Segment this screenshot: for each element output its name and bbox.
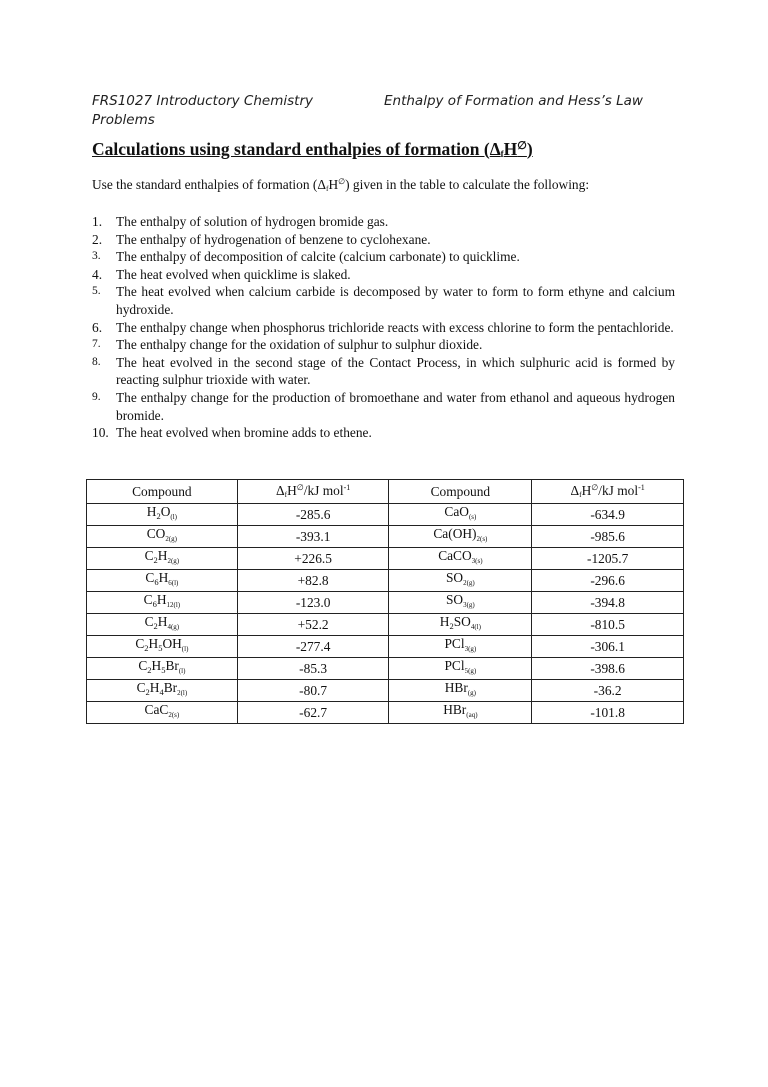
question-number: 2. [92, 231, 103, 247]
table-row [87, 504, 684, 526]
question-text: The enthalpy of solution of hydrogen bromide gas. [116, 214, 389, 229]
column-header-enthalpy: $\Delta_fH^\emptyset/kJ$ mol$^{-1}$ [532, 480, 684, 504]
topic-title: Enthalpy of Formation and Hess’s Law [384, 93, 643, 109]
table-row [87, 526, 684, 548]
instructions-text: Use the standard enthalpies of formation $(\Delta_fH^\emptyset)$ given in the table to calculate the following: [92, 177, 590, 193]
question-number: 4. [92, 266, 103, 282]
enthalpy-value: -1205.7 [532, 548, 684, 570]
compound-formula: $Ca(OH)_{2(s)}$ [389, 526, 532, 548]
compound-formula: CaO$_{(s)}$ [389, 504, 532, 526]
question-list [92, 213, 675, 442]
question-number: 10. [92, 425, 109, 441]
enthalpy-value: -634.9 [532, 504, 684, 526]
enthalpy-value: -985.6 [532, 526, 684, 548]
question-item [92, 266, 675, 284]
compound-formula: $C_2H_{4(g)}$ [87, 614, 238, 636]
question-text: The enthalpy of decomposition of calcite (calcium carbonate) to quicklime. [116, 249, 520, 265]
compound-formula: $C_2H_{2(g)}$ [87, 548, 238, 570]
question-item [92, 389, 675, 424]
compound-formula: $H_2O_{(l)}$ [87, 504, 238, 526]
enthalpy-value: -296.6 [532, 570, 684, 592]
compound-formula: PCl$_{3(g)}$ [389, 636, 532, 658]
compound-formula: $CO_{2(g)}$ [87, 526, 238, 548]
question-item [92, 248, 675, 266]
question-item [92, 424, 675, 442]
table-row [87, 680, 684, 702]
enthalpy-value: -101.8 [532, 702, 684, 724]
question-number: 1. [92, 214, 103, 229]
question-number: 6. [92, 319, 103, 335]
table-row [87, 658, 684, 680]
compound-formula: $C_2H_4Br_{2(l)}$ [87, 680, 238, 702]
question-item [92, 213, 675, 231]
course-title: FRS1027 Introductory Chemistry [92, 93, 313, 109]
enthalpy-value: -398.6 [532, 658, 684, 680]
question-number: 7. [92, 338, 101, 351]
table-row [87, 636, 684, 658]
enthalpy-value: -62.7 [237, 702, 389, 724]
topic-title-continued: Problems [92, 112, 155, 128]
compound-formula: $SO_{2(g)}$ [389, 570, 532, 592]
enthalpy-value: -810.5 [532, 614, 684, 636]
enthalpy-value: -393.1 [237, 526, 389, 548]
table-row [87, 614, 684, 636]
enthalpy-value: -85.3 [237, 658, 389, 680]
table-row [87, 702, 684, 724]
column-header-compound: Compound [389, 480, 532, 504]
compound-formula: $C_6H_{12(l)}$ [87, 592, 238, 614]
question-number: 8. [92, 355, 101, 368]
compound-formula: $C_2H_5OH_{(l)}$ [87, 636, 238, 658]
question-text: The heat evolved when calcium carbide is decomposed by water to form to form ethyne and calcium hydroxide. [116, 284, 675, 317]
question-text: The heat evolved when quicklime is slaked. [116, 266, 351, 282]
enthalpy-value: -123.0 [237, 592, 389, 614]
question-item [92, 283, 675, 318]
question-item [92, 354, 675, 389]
question-number: 3. [92, 250, 101, 263]
question-text: The heat evolved when bromine adds to ethene. [116, 425, 372, 441]
enthalpy-value: +82.8 [237, 570, 389, 592]
compound-formula: HBr$_{(g)}$ [389, 680, 532, 702]
question-item [92, 336, 675, 354]
enthalpy-value: +52.2 [237, 614, 389, 636]
compound-formula: CaCO$_{3(s)}$ [389, 548, 532, 570]
question-text: The enthalpy change for the production of bromoethane and water from ethanol and aqueous hydrogen bromide. [116, 389, 675, 423]
compound-formula: PCl$_{5(g)}$ [389, 658, 532, 680]
question-item [92, 319, 675, 337]
section-heading: Calculations using standard enthalpies of formation $(\Delta_fH^\emptyset)$ [92, 139, 533, 159]
table-header-row [87, 480, 684, 504]
question-number: 5. [92, 285, 101, 298]
table-row [87, 548, 684, 570]
enthalpy-value: -36.2 [532, 680, 684, 702]
enthalpy-table [86, 479, 684, 724]
enthalpy-value: -306.1 [532, 636, 684, 658]
compound-formula: $C_2H_5Br_{(l)}$ [87, 658, 238, 680]
enthalpy-value: -80.7 [237, 680, 389, 702]
column-header-enthalpy: $\Delta_fH^\emptyset/kJ$ mol$^{-1}$ [237, 480, 389, 504]
question-text: The enthalpy change for the oxidation of sulphur to sulphur dioxide. [116, 337, 483, 353]
column-header-compound: Compound [87, 480, 238, 504]
question-item [92, 231, 675, 249]
question-number: 9. [92, 390, 101, 403]
table-row [87, 592, 684, 614]
question-text: The enthalpy of hydrogenation of benzene to cyclohexane. [116, 231, 431, 247]
compound-formula: $H_2SO_{4(l)}$ [389, 614, 532, 636]
enthalpy-value: +226.5 [237, 548, 389, 570]
table-row [87, 570, 684, 592]
question-text: The enthalpy change when phosphorus trichloride reacts with excess chlorine to form the pentachloride. [116, 319, 674, 335]
enthalpy-value: -285.6 [237, 504, 389, 526]
compound-formula: HBr$_{(aq)}$ [389, 702, 532, 724]
question-text: The heat evolved in the second stage of the Contact Process, in which sulphuric acid is formed by reacting sulphur trioxide with water. [116, 354, 675, 388]
compound-formula: $SO_{3(g)}$ [389, 592, 532, 614]
enthalpy-value: -394.8 [532, 592, 684, 614]
enthalpy-value: -277.4 [237, 636, 389, 658]
compound-formula: CaC$_{2(s)}$ [87, 702, 238, 724]
compound-formula: $C_6H_{6(l)}$ [87, 570, 238, 592]
